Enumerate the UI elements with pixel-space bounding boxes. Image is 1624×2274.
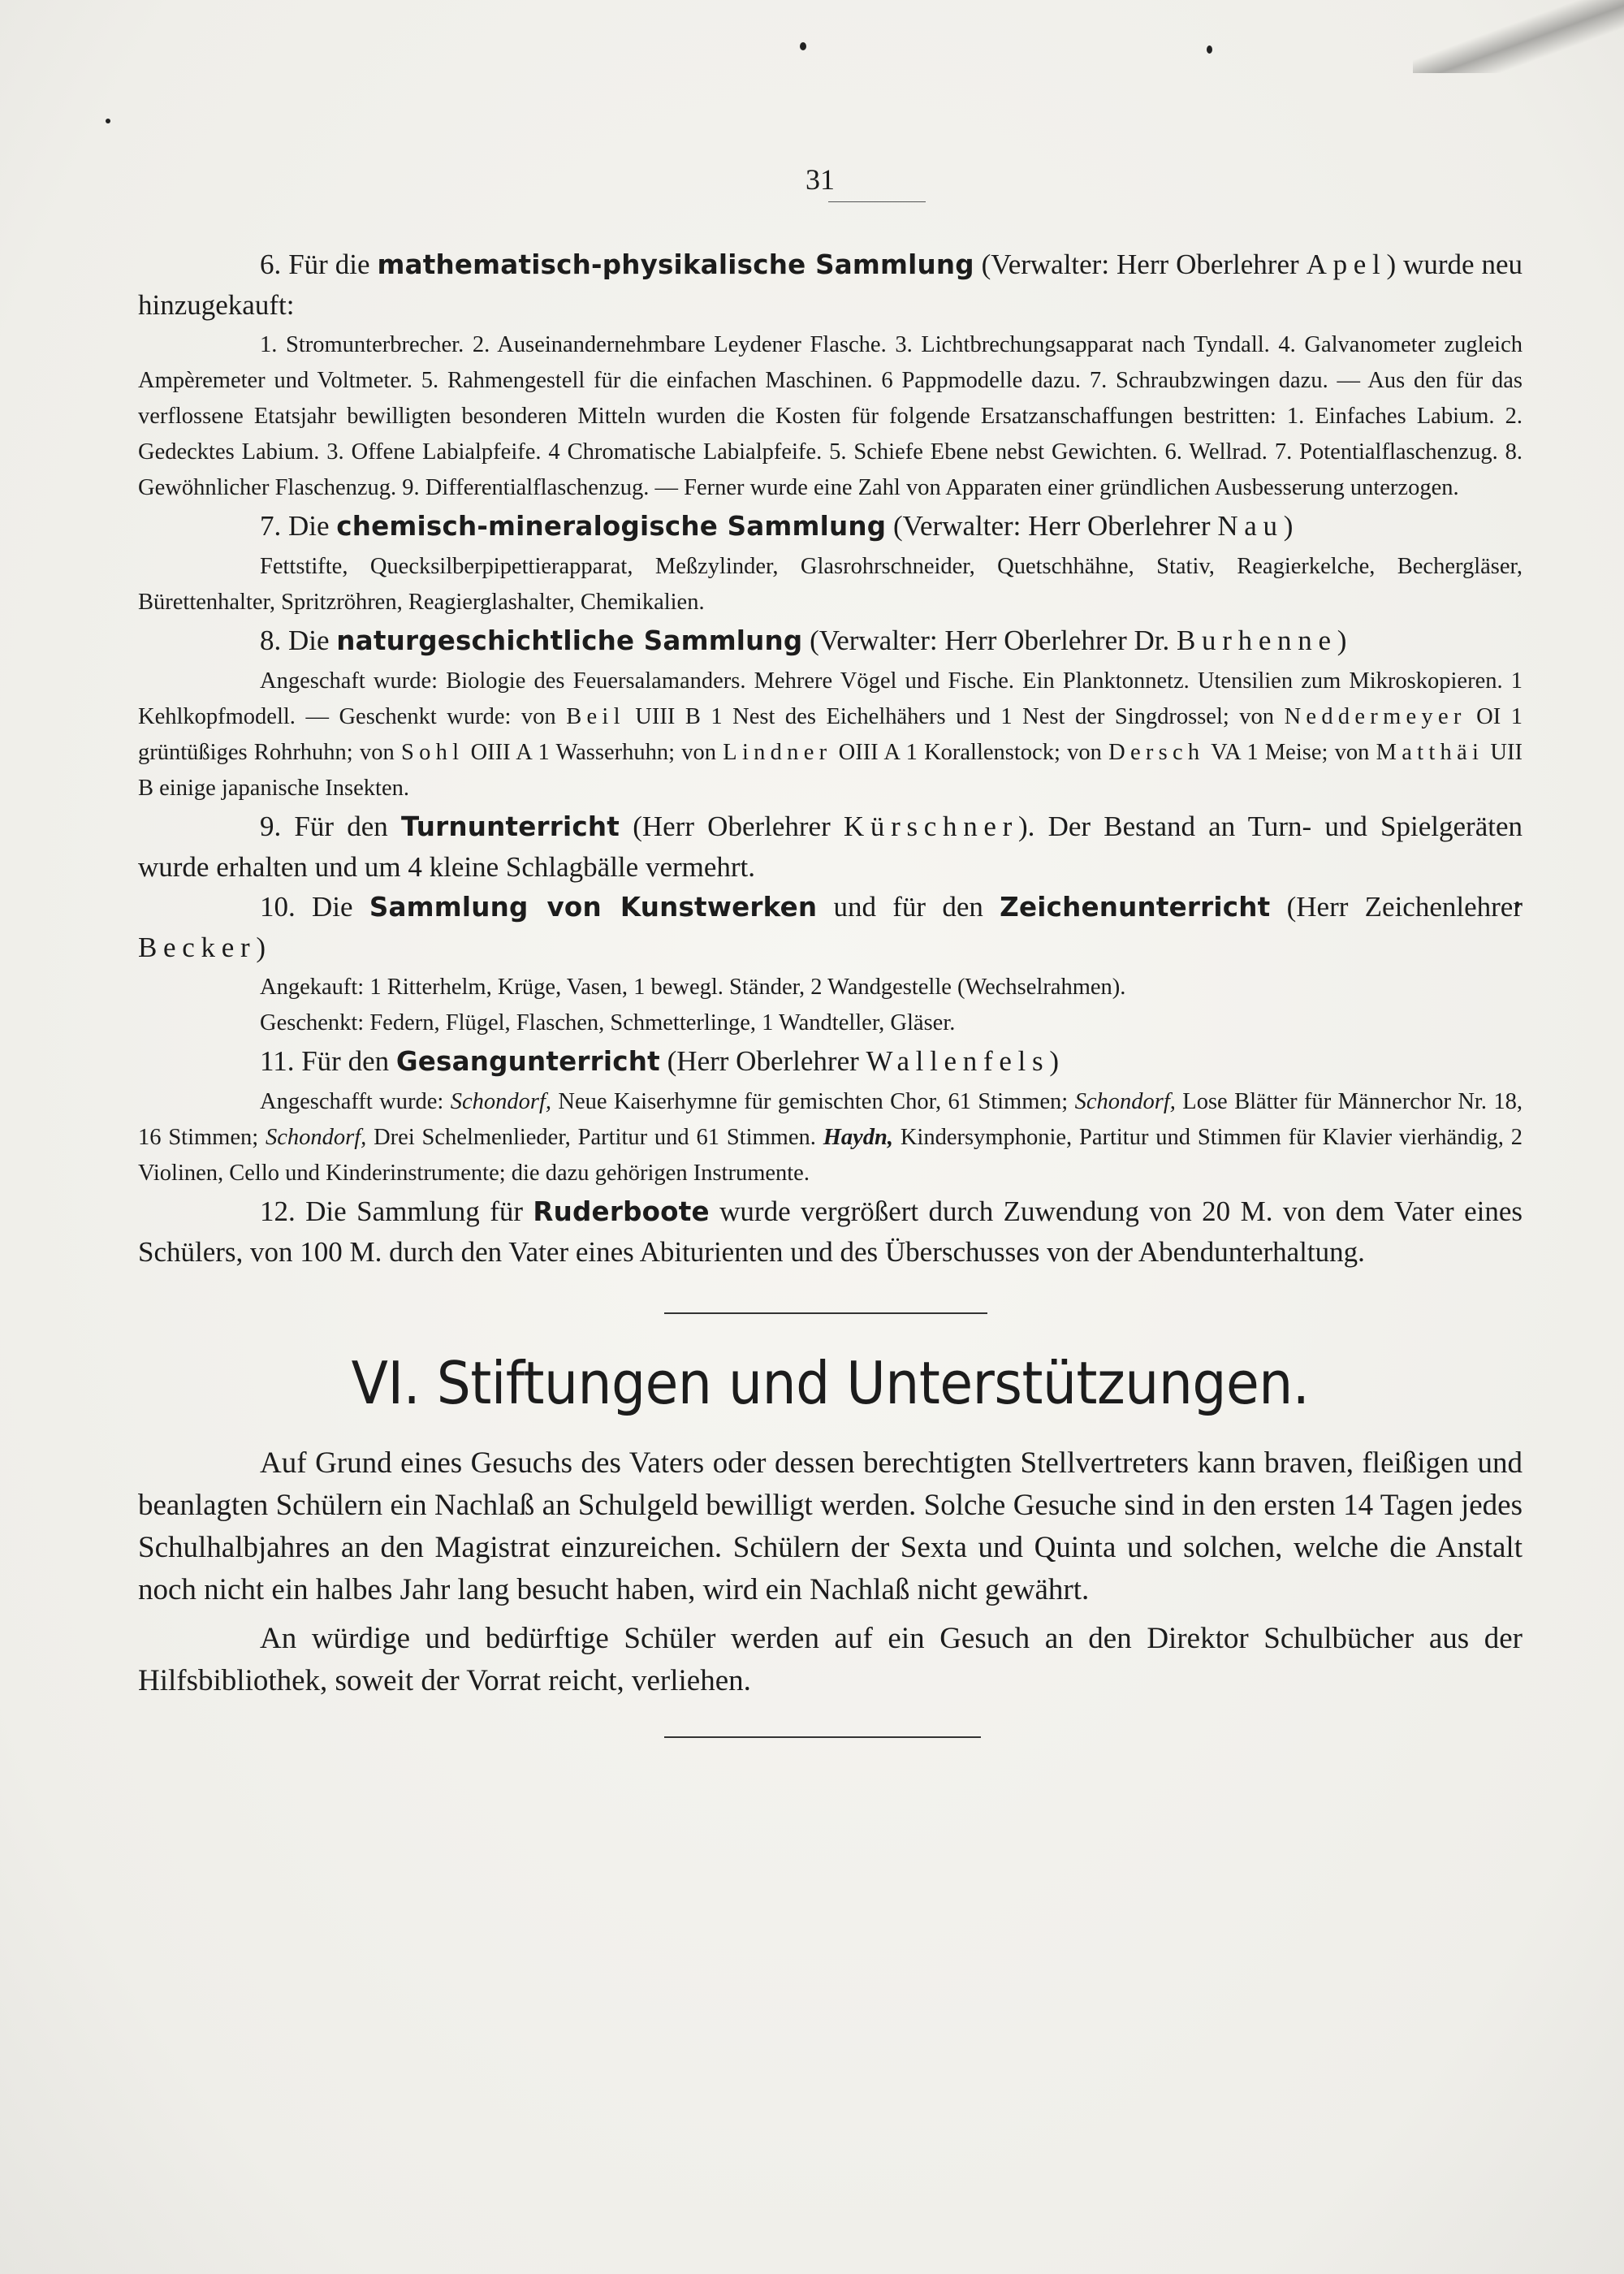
composer-name: Schondorf, — [265, 1125, 367, 1150]
section-8-prefix: 8. Die — [260, 625, 337, 656]
section-8-text: UIII B 1 Nest des Eichelhähers und 1 Nest der Singdrossel; von — [624, 704, 1285, 729]
page-number-rule — [828, 201, 926, 202]
section-8-admin-name: Burhenne — [1177, 625, 1337, 656]
chapter-paragraph-2: An würdige und bedürftige Schüler werden auf ein Gesuch an den Direktor Schulbücher aus der Hilfsbibliothek, soweit der Vorrat reicht, verliehen. — [138, 1622, 1522, 1697]
section-6 — [138, 244, 1522, 506]
scan-speck — [1207, 45, 1212, 54]
donor-name: Beil — [566, 704, 625, 729]
section-12-body: wurde vergrößert durch Zuwendung von 20 M. von dem Vater eines Schülers, von 100 M. durch den Vater eines Abiturienten und des Überschusses von der Abendunterhaltung. — [138, 1195, 1522, 1268]
section-10 — [138, 887, 1522, 1041]
section-9-admin-name: Kürschner — [843, 811, 1018, 842]
section-8-heading — [138, 620, 1522, 661]
section-9-body: ). Der Bestand an Turn- und Spielgeräten wurde erhalten und um 4 kleine Schlagbälle vermehrt. — [138, 811, 1522, 883]
section-11-heading — [138, 1041, 1522, 1082]
section-12-title: Ruderboote — [533, 1196, 710, 1227]
section-10-gifted: Geschenkt: Federn, Flügel, Flaschen, Schmetterlinge, 1 Wandteller, Gläser. — [260, 1010, 956, 1035]
section-9-title: Turnunterricht — [400, 811, 620, 842]
section-11-text: Neue Kaiserhymne für gemischten Chor, 61 Stimmen; — [551, 1089, 1075, 1114]
section-10-bought: Angekauft: 1 Ritterhelm, Krüge, Vasen, 1 bewegl. Ständer, 2 Wandgestelle (Wechselrahmen). — [260, 975, 1126, 1000]
section-7-heading — [138, 506, 1522, 547]
page-content — [138, 162, 1522, 1738]
end-divider — [664, 1736, 981, 1738]
composer-name: Haydn, — [823, 1125, 893, 1150]
scan-speck — [106, 119, 110, 123]
section-7-admin-name: Nau — [1217, 510, 1284, 542]
section-10-admin-name: Becker — [138, 932, 257, 963]
section-10-title-art: Sammlung von Kunstwerken — [369, 892, 818, 923]
section-7 — [138, 506, 1522, 620]
section-8-details — [138, 664, 1522, 806]
section-6-prefix: 6. Für die — [260, 249, 378, 280]
section-9-prefix: 9. Für den — [260, 811, 401, 842]
section-8-text: OIII A 1 Korallenstock; von — [831, 740, 1109, 765]
section-7-admin-label: (Verwalter: Herr Oberlehrer — [886, 510, 1218, 542]
section-10-prefix: 10. Die — [260, 891, 369, 923]
section-11-text: Angeschafft wurde: — [260, 1089, 451, 1114]
section-11-prefix: 11. Für den — [260, 1045, 396, 1077]
section-11-text: Lose Blätter für Männerchor Nr. 18, 16 Stimmen; — [138, 1089, 1522, 1150]
donor-name: Lindner — [723, 740, 832, 765]
composer-name: Schondorf, — [1074, 1089, 1176, 1114]
section-11-admin-close: ) — [1049, 1045, 1059, 1077]
section-11 — [138, 1041, 1522, 1191]
section-9-text — [138, 806, 1522, 887]
section-12-prefix: 12. Die Sammlung für — [260, 1195, 533, 1227]
section-7-prefix: 7. Die — [260, 510, 337, 542]
donor-name: Neddermeyer — [1284, 704, 1466, 729]
section-8 — [138, 620, 1522, 806]
composer-name: Schondorf, — [450, 1089, 551, 1114]
section-12 — [138, 1191, 1522, 1272]
section-9 — [138, 806, 1522, 887]
section-8-text: UII B einige japanische Insekten. — [138, 740, 1522, 801]
scan-corner-smudge — [1413, 0, 1624, 73]
section-10-title-drawing: Zeichenunterricht — [1000, 892, 1271, 923]
chapter-heading: VI. Stiftungen und Unterstützungen. — [351, 1349, 1310, 1417]
section-8-text: OI 1 grüntüßiges Rohrhuhn; von — [138, 704, 1523, 765]
section-10-heading — [138, 887, 1522, 967]
section-divider — [664, 1312, 987, 1314]
section-6-admin-label: (Verwalter: Herr Oberlehrer — [974, 249, 1307, 280]
section-8-text: OIII A 1 Wasserhuhn; von — [464, 740, 723, 765]
page-number: 31 — [806, 163, 835, 196]
section-12-text — [138, 1191, 1522, 1272]
donor-name: Dersch — [1108, 740, 1205, 765]
section-8-title: naturgeschichtliche Sammlung — [336, 625, 803, 656]
section-11-admin-name: Wallenfels — [866, 1045, 1050, 1077]
chapter-paragraph-1: Auf Grund eines Gesuchs des Vaters oder dessen berechtigten Stellvertreters kann braven, fleißigen und beanlagten Schülern ein Nachlaß an Schulgeld bewilligt werden. Solche Gesuche sind in den ersten 14 Tagen jedes Schulhalbjahres an den Magistrat einzureichen. Schülern der Sexta und Quinta und solchen, welche die Anstalt noch nicht ein halbes Jahr lang besucht haben, wird ein Nachlaß nicht gewährt. — [138, 1446, 1522, 1606]
section-8-admin-label: (Verwalter: Herr Oberlehrer Dr. — [802, 625, 1177, 656]
section-6-subline: wurde neu hinzugekauft: — [138, 249, 1523, 321]
section-6-admin-name: Apel — [1306, 249, 1387, 280]
donor-name: Matthäi — [1376, 740, 1484, 765]
section-11-title: Gesangunterricht — [395, 1046, 660, 1077]
scan-speck — [800, 42, 806, 50]
section-8-text: VA 1 Meise; von — [1204, 740, 1376, 765]
section-6-heading — [138, 244, 1522, 325]
section-10-admin-label: (Herr Zeichenlehrer — [1270, 891, 1522, 923]
section-8-text: Angeschaft wurde: Biologie des Feuersalamanders. Mehrere Vögel und Fische. Ein Planktonnetz. Utensilien zum Mikroskopieren. 1 Kehlkopfmodell. — Geschenkt wurde: von — [138, 668, 1522, 729]
section-11-text: Kindersymphonie, Partitur und Stimmen für Klavier vierhändig, 2 Violinen, Cello und Kinderinstrumente; die dazu gehörigen Instrumente. — [138, 1125, 1523, 1186]
section-6-admin-close: ) — [1386, 249, 1397, 280]
section-10-connector: und für den — [817, 891, 1000, 923]
section-11-text: Drei Schelmenlieder, Partitur und 61 Stimmen. — [366, 1125, 823, 1150]
section-10-admin-close: ) — [256, 932, 266, 963]
section-6-details: 1. Stromunterbrecher. 2. Auseinandernehmbare Leydener Flasche. 3. Lichtbrechungsapparat nach Tyndall. 4. Galvanometer zugleich Ampèremeter und Voltmeter. 5. Rahmengestell für die einfachen Maschinen. 6 Pappmodelle dazu. 7. Schraubzwingen dazu. — Aus den für das verflossene Etatsjahr bewilligten besonderen Mitteln wurden die Kosten für folgende Ersatzanschaffungen bestritten: 1. Einfaches Labium. 2. Gedecktes Labium. 3. Offene Labialpfeife. 4 Chromatische Labialpfeife. 5. Schiefe Ebene nebst Gewichten. 6. Wellrad. 7. Potentialflaschenzug. 8. Gewöhnlicher Flaschenzug. 9. Differentialflaschenzug. — Ferner wurde eine Zahl von Apparaten einer gründlichen Ausbesserung unterzogen. — [138, 332, 1522, 500]
section-7-details: Fettstifte, Quecksilberpipettierapparat, Meßzylinder, Glasrohrschneider, Quetschhähne, Stativ, Reagierkelche, Bechergläser, Bürettenhalter, Spritzröhren, Reagierglashalter, Chemikalien. — [138, 554, 1522, 615]
section-9-admin-label: (Herr Oberlehrer — [620, 811, 844, 842]
section-7-admin-close: ) — [1283, 510, 1294, 542]
section-11-admin-label: (Herr Oberlehrer — [659, 1045, 866, 1077]
section-7-title: chemisch-mineralogische Sammlung — [336, 511, 887, 542]
section-11-details — [138, 1084, 1522, 1191]
donor-name: Sohl — [400, 740, 464, 765]
section-6-title: mathematisch-physikalische Sammlung — [377, 249, 974, 280]
section-8-admin-close: ) — [1337, 625, 1347, 656]
